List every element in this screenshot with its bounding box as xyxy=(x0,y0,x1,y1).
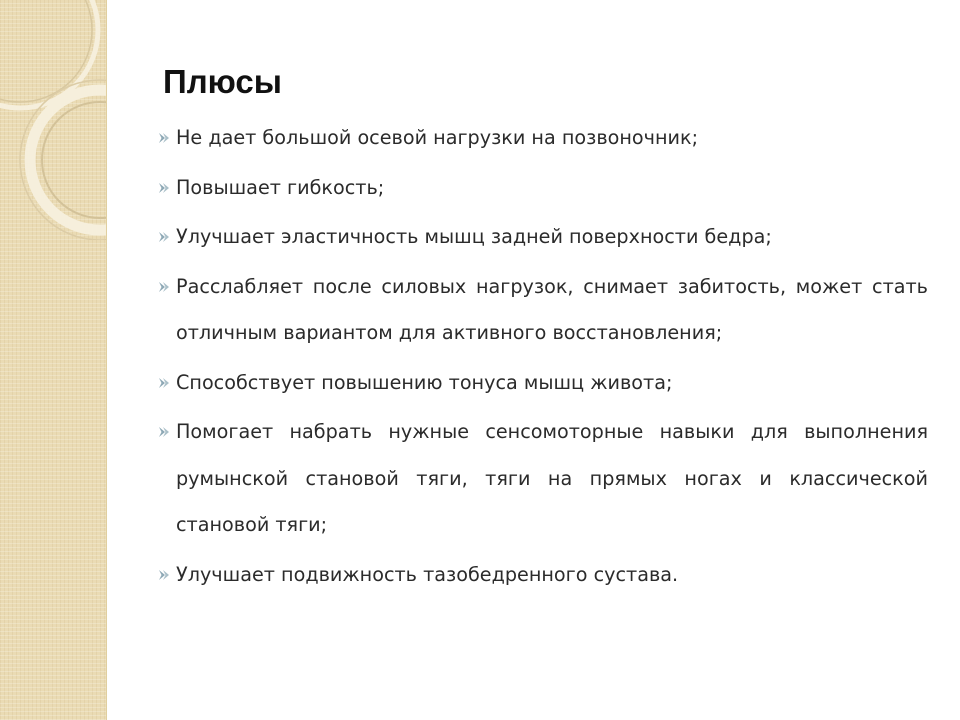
bullet-text: Расслабляет после силовых нагрузок, снимает забитость, может стать отличным вариантом для активного восстановления; xyxy=(176,274,928,344)
arrow-chevron-icon xyxy=(158,131,172,145)
arrow-chevron-icon xyxy=(158,181,172,195)
slide-title: Плюсы xyxy=(163,63,282,100)
arrow-chevron-icon xyxy=(158,230,172,244)
arrow-chevron-icon xyxy=(158,376,172,390)
bullet-text: Помогает набрать нужные сенсомоторные навыки для выполнения румынской становой тяги, тяги на прямых ногах и классической становой тяги; xyxy=(176,420,928,536)
bullet-item xyxy=(158,165,928,212)
bullet-item xyxy=(158,552,928,599)
bullet-item xyxy=(158,264,928,357)
bullet-text: Повышает гибкость; xyxy=(176,175,385,199)
arrow-chevron-icon xyxy=(158,568,172,582)
bullet-list xyxy=(158,115,928,598)
bullet-item xyxy=(158,360,928,407)
bullet-text: Не дает большой осевой нагрузки на позвоночник; xyxy=(176,126,699,149)
decorative-side-band xyxy=(0,0,107,720)
decorative-rings xyxy=(0,0,106,240)
slide-content xyxy=(158,115,928,601)
bullet-text: Улучшает эластичность мышц задней поверхности бедра; xyxy=(176,225,772,248)
bullet-item xyxy=(158,115,928,162)
arrow-chevron-icon xyxy=(158,425,172,439)
bullet-text: Способствует повышению тонуса мышц живота; xyxy=(176,370,673,394)
bullet-text: Улучшает подвижность тазобедренного сустава. xyxy=(176,562,679,586)
bullet-item xyxy=(158,214,928,261)
bullet-item xyxy=(158,409,928,549)
arrow-chevron-icon xyxy=(158,280,172,294)
